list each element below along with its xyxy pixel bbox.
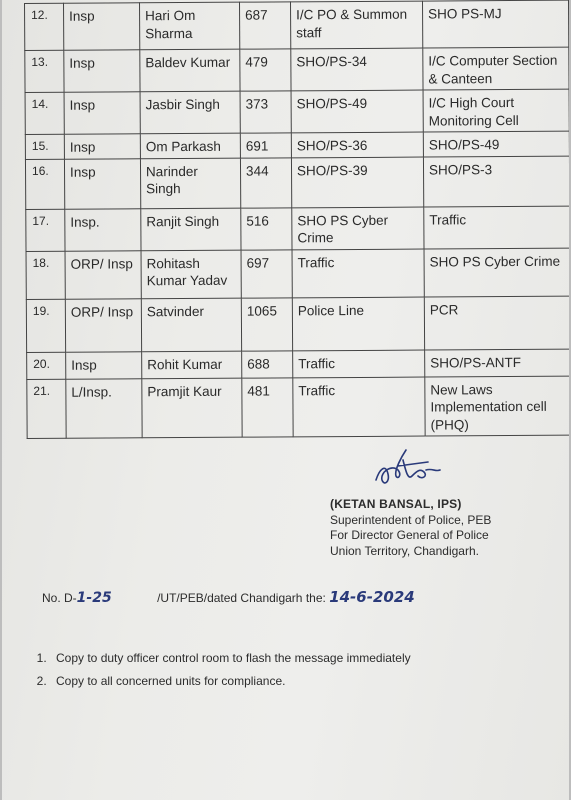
cell-no: 691 xyxy=(240,133,291,158)
cell-sn: 21. xyxy=(27,379,66,439)
cell-from: Traffic xyxy=(293,350,425,378)
reference-date-handwritten: 14-6-2024 xyxy=(329,588,415,606)
table-row xyxy=(25,89,569,134)
cell-to: SHO/PS-ANTF xyxy=(425,349,569,377)
reference-text: /UT/PEB/dated Chandigarh the: xyxy=(157,591,326,605)
cell-to: SHO PS-MJ xyxy=(422,0,568,48)
table-row xyxy=(26,296,569,352)
cell-name: Pramjit Kaur xyxy=(142,378,242,438)
cell-no: 344 xyxy=(240,158,291,208)
cell-to: I/C Computer Section & Canteen xyxy=(423,47,569,90)
cell-from: Police Line xyxy=(292,297,424,351)
cell-name: Rohit Kumar xyxy=(142,351,242,379)
cell-name: Rohitash Kumar Yadav xyxy=(141,250,241,299)
cell-rank: Insp xyxy=(66,352,142,379)
cell-sn: 18. xyxy=(26,251,65,299)
cell-sn: 19. xyxy=(26,299,65,352)
cell-from: SHO/PS-49 xyxy=(291,90,423,133)
cell-rank: Insp. xyxy=(65,209,141,252)
table-row xyxy=(27,349,569,379)
cell-sn: 13. xyxy=(25,50,64,92)
table-row xyxy=(26,206,569,251)
cell-from: SHO PS Cyber Crime xyxy=(292,207,424,250)
transfer-table-wrap xyxy=(24,0,569,439)
cell-no: 697 xyxy=(241,250,292,298)
cell-rank: ORP/ Insp xyxy=(65,299,141,352)
cell-no: 479 xyxy=(240,49,291,91)
table-row xyxy=(26,248,569,299)
cell-name: Hari Om Sharma xyxy=(140,2,240,50)
cell-no: 1065 xyxy=(241,298,292,351)
cell-to: SHO PS Cyber Crime xyxy=(424,248,569,297)
cell-from: SHO/PS-39 xyxy=(291,157,423,208)
signatory-for: For Director General of Police xyxy=(330,528,489,543)
cell-rank: ORP/ Insp xyxy=(65,251,141,299)
cell-sn: 14. xyxy=(25,92,64,134)
copy-list xyxy=(30,647,411,693)
table-row xyxy=(25,156,569,209)
cell-name: Om Parkash xyxy=(140,133,240,158)
cell-name: Ranjit Singh xyxy=(141,208,241,251)
cell-to: PCR xyxy=(424,296,569,350)
cell-from: Traffic xyxy=(292,249,424,298)
signatory-block xyxy=(330,497,491,559)
cell-name: Baldev Kumar xyxy=(140,49,240,92)
table-row xyxy=(25,47,569,92)
reference-number-handwritten: 1-25 xyxy=(76,590,112,606)
transfer-table xyxy=(24,0,569,439)
cell-to: SHO/PS-49 xyxy=(423,131,569,156)
cell-sn: 15. xyxy=(25,134,64,159)
cell-sn: 12. xyxy=(25,3,64,50)
cell-no: 687 xyxy=(239,2,290,49)
table-row xyxy=(25,0,569,50)
cell-to: New Laws Implementation cell (PHQ) xyxy=(425,376,569,437)
cell-to: I/C High Court Monitoring Cell xyxy=(423,89,569,132)
reference-line xyxy=(42,588,415,606)
reference-prefix: No. D- xyxy=(42,591,77,605)
cell-no: 688 xyxy=(242,351,293,378)
table-row xyxy=(25,131,569,159)
document-page xyxy=(2,0,569,800)
cell-from: SHO/PS-34 xyxy=(291,48,423,91)
cell-sn: 17. xyxy=(26,209,65,251)
cell-to: Traffic xyxy=(424,206,569,249)
table-row xyxy=(27,376,569,439)
cell-sn: 20. xyxy=(27,352,66,379)
copy-item: 2. Copy to all concerned units for compliance. xyxy=(50,670,411,693)
cell-sn: 16. xyxy=(25,159,64,209)
cell-no: 481 xyxy=(242,378,293,438)
cell-from: I/C PO & Summon staff xyxy=(290,1,422,49)
cell-rank: Insp xyxy=(64,134,140,159)
cell-rank: L/Insp. xyxy=(66,379,142,439)
cell-rank: Insp xyxy=(64,3,140,50)
cell-from: SHO/PS-36 xyxy=(291,132,423,157)
signatory-designation: Superintendent of Police, PEB xyxy=(330,512,492,527)
cell-no: 516 xyxy=(241,208,292,250)
cell-name: Narinder Singh xyxy=(140,158,240,209)
cell-to: SHO/PS-3 xyxy=(423,156,569,207)
signatory-location: Union Territory, Chandigarh. xyxy=(330,543,479,558)
cell-rank: Insp xyxy=(64,92,140,135)
cell-rank: Insp xyxy=(64,159,140,209)
transfer-table-body xyxy=(25,0,569,439)
cell-name: Satvinder xyxy=(141,298,241,352)
signatory-name: (KETAN BANSAL, IPS) xyxy=(330,497,462,511)
cell-name: Jasbir Singh xyxy=(140,91,240,134)
cell-rank: Insp xyxy=(64,50,140,93)
copy-item: 1. Copy to duty officer control room to flash the message immediately xyxy=(50,647,411,670)
signature xyxy=(370,446,450,496)
cell-from: Traffic xyxy=(293,377,425,437)
cell-no: 373 xyxy=(240,91,291,133)
